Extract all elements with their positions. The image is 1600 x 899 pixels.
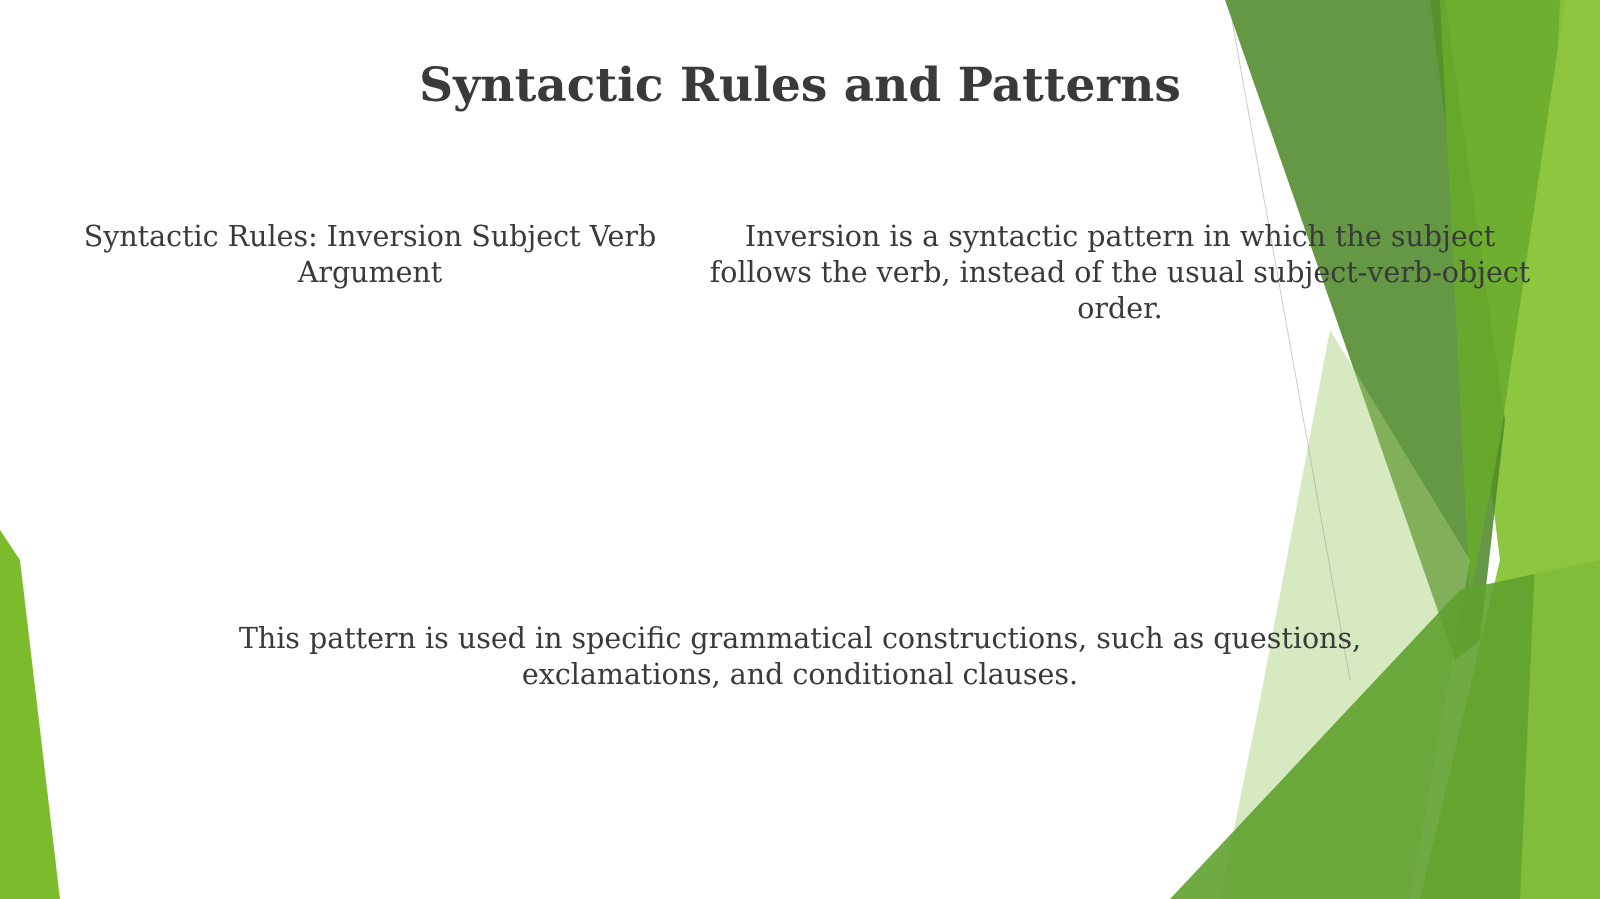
left-green-shape: [0, 530, 60, 899]
bottom-description-text: This pattern is used in specific grammatical constructions, such as questions, exclamations, and conditional clauses.: [238, 622, 1362, 691]
slide-title: Syntactic Rules and Patterns: [419, 58, 1181, 113]
right-description-text: Inversion is a syntactic pattern in which the subject follows the verb, instead of the usual subject-verb-object order.: [709, 220, 1531, 325]
left-heading-text: Syntactic Rules: Inversion Subject Verb Argument: [83, 220, 657, 289]
